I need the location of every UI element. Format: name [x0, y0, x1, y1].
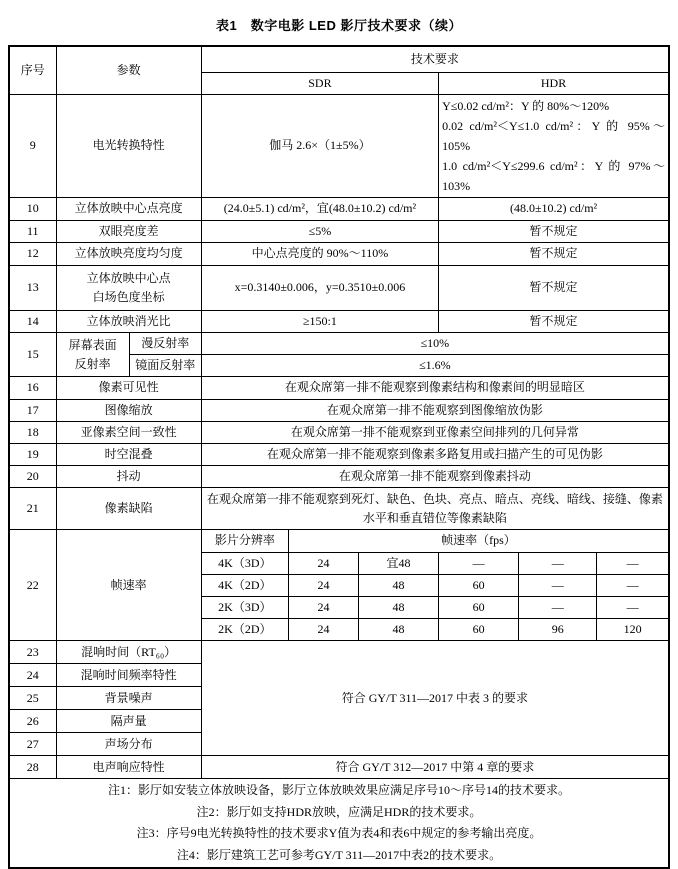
row-12 [9, 242, 669, 265]
row-22-header [9, 530, 669, 552]
cell-value: 符合 GY/T 312—2017 中第 4 章的要求 [201, 756, 669, 779]
cell-shared-value: 符合 GY/T 311—2017 中表 3 的要求 [201, 641, 669, 756]
fps-cell: 24 [288, 552, 358, 574]
cell-value: ≤10% [201, 333, 669, 355]
row-15a [9, 333, 669, 355]
note-line: 注4：影厅建筑工艺可参考GY/T 311—2017中表2的技术要求。 [176, 847, 502, 862]
cell-no: 23 [9, 641, 56, 664]
cell-hdr: 暂不规定 [439, 242, 669, 265]
cell-value: 在观众席第一排不能观察到像素抖动 [201, 466, 669, 488]
cell-value: 在观众席第一排不能观察到像素多路复用或扫描产生的可见伪影 [201, 444, 669, 466]
fps-cell: 48 [358, 574, 438, 596]
cell-no: 16 [9, 377, 56, 399]
cell-param: 立体放映中心点亮度 [56, 197, 201, 220]
fps-cell: — [597, 552, 669, 574]
cell-hdr: 暂不规定 [439, 310, 669, 332]
fps-cell: 24 [288, 596, 358, 618]
cell-param: 电声响应特性 [56, 756, 201, 779]
fps-cell: — [519, 596, 597, 618]
cell-param: 亚像素空间一致性 [56, 421, 201, 443]
fps-cell: 96 [519, 619, 597, 641]
header-param: 参数 [56, 46, 201, 94]
note-line: 注3：序号9电光转换特性的技术要求Y值为表4和表6中规定的参考输出亮度。 [136, 826, 542, 841]
cell-no: 13 [9, 265, 56, 310]
param-line: 立体放映中心点 [86, 270, 171, 285]
fps-cell: — [597, 574, 669, 596]
fps-cell: — [597, 596, 669, 618]
cell-no: 14 [9, 310, 56, 332]
resolution-cell: 2K（3D） [201, 596, 288, 618]
cell-no: 9 [9, 94, 56, 197]
fps-cell: — [519, 552, 597, 574]
cell-hdr: 暂不规定 [439, 265, 669, 310]
fps-cell: 48 [358, 619, 438, 641]
row-16 [9, 377, 669, 399]
param-line: 白场色度坐标 [92, 289, 165, 304]
cell-hdr: (48.0±10.2) cd/m² [439, 197, 669, 220]
fps-cell: — [519, 574, 597, 596]
note-line: 注2：影厅如支持HDR放映，应满足HDR的技术要求。 [196, 804, 482, 819]
cell-param: 背景噪声 [56, 687, 201, 710]
cell-no: 12 [9, 242, 56, 265]
row-19 [9, 444, 669, 466]
fps-cell: 60 [439, 574, 519, 596]
cell-param: 时空混叠 [56, 444, 201, 466]
param-line: 屏幕表面 [68, 337, 117, 352]
header-hdr: HDR [439, 72, 669, 94]
cell-no: 27 [9, 733, 56, 756]
cell-no: 15 [9, 333, 56, 377]
row-11 [9, 220, 669, 242]
cell-value: 在观众席第一排不能观察到像素结构和像素间的明显暗区 [201, 377, 669, 399]
notes-section [9, 779, 669, 869]
cell-param: 抖动 [56, 466, 201, 488]
cell-param: 隔声量 [56, 710, 201, 733]
row-13 [9, 265, 669, 310]
fps-cell: 宜48 [358, 552, 438, 574]
cell-no: 24 [9, 664, 56, 687]
row-28 [9, 756, 669, 779]
notes-row [9, 779, 669, 869]
header-req: 技术要求 [201, 46, 669, 72]
cell-sdr: ≤5% [201, 220, 438, 242]
requirements-table [8, 45, 670, 869]
cell-no: 26 [9, 710, 56, 733]
hdr-spec-line: 0.02 cd/m²＜Y≤1.0 cd/m²：Y 的 95%～105% [442, 118, 665, 153]
cell-no: 25 [9, 687, 56, 710]
param-line: 反射率 [74, 356, 111, 371]
resolution-cell: 4K（3D） [201, 552, 288, 574]
fps-cell: 48 [358, 596, 438, 618]
cell-param: 帧速率 [56, 530, 201, 641]
row-18 [9, 421, 669, 443]
cell-sdr: 中心点亮度的 90%～110% [201, 242, 438, 265]
cell-param: 像素可见性 [56, 377, 201, 399]
row-21 [9, 488, 669, 530]
fps-cell: 120 [597, 619, 669, 641]
header-row-1 [9, 46, 669, 72]
cell-no: 22 [9, 530, 56, 641]
cell-subparam: 漫反射率 [129, 333, 201, 355]
cell-hdr [439, 94, 669, 197]
cell-no: 19 [9, 444, 56, 466]
cell-param: 混响时间频率特性 [56, 664, 201, 687]
cell-sdr: (24.0±5.1) cd/m²，宜(48.0±10.2) cd/m² [201, 197, 438, 220]
cell-value: 在观众席第一排不能观察到图像缩放伪影 [201, 399, 669, 421]
row-20 [9, 466, 669, 488]
row-14 [9, 310, 669, 332]
cell-sdr: x=0.3140±0.006，y=0.3510±0.006 [201, 265, 438, 310]
cell-sdr: ≥150:1 [201, 310, 438, 332]
cell-param: 声场分布 [56, 733, 201, 756]
cell-no: 20 [9, 466, 56, 488]
fps-cell: 24 [288, 574, 358, 596]
cell-no: 28 [9, 756, 56, 779]
row-10 [9, 197, 669, 220]
cell-hdr: 暂不规定 [439, 220, 669, 242]
row-9 [9, 94, 669, 197]
cell-fps-header: 帧速率（fps） [288, 530, 669, 552]
cell-subparam: 镜面反射率 [129, 355, 201, 377]
cell-res-header: 影片分辨率 [201, 530, 288, 552]
cell-no: 21 [9, 488, 56, 530]
cell-param [56, 265, 201, 310]
resolution-cell: 4K（2D） [201, 574, 288, 596]
cell-no: 10 [9, 197, 56, 220]
cell-param: 图像缩放 [56, 399, 201, 421]
cell-param: 像素缺陷 [56, 488, 201, 530]
row-17 [9, 399, 669, 421]
header-no: 序号 [9, 46, 56, 94]
header-sdr: SDR [201, 72, 438, 94]
cell-sdr: 伽马 2.6×（1±5%） [201, 94, 438, 197]
fps-cell: 24 [288, 619, 358, 641]
cell-no: 11 [9, 220, 56, 242]
table-title: 表1 数字电影 LED 影厅技术要求（续） [216, 18, 462, 33]
cell-value: 在观众席第一排不能观察到死灯、缺色、色块、亮点、暗点、亮线、暗线、接缝、像素水平和垂直错位等像素缺陷 [201, 488, 669, 530]
hdr-spec-line: Y≤0.02 cd/m²：Y 的 80%～120% [442, 98, 610, 113]
cell-param: 立体放映消光比 [56, 310, 201, 332]
row-23 [9, 641, 669, 664]
cell-no: 18 [9, 421, 56, 443]
resolution-cell: 2K（2D） [201, 619, 288, 641]
hdr-spec-line: 1.0 cd/m²＜Y≤299.6 cd/m²：Y 的 97%～103% [442, 158, 665, 193]
cell-param: 电光转换特性 [56, 94, 201, 197]
fps-cell: — [439, 552, 519, 574]
fps-cell: 60 [439, 619, 519, 641]
cell-value: ≤1.6% [201, 355, 669, 377]
note-line: 注1：影厅如安装立体放映设备，影厅立体放映效果应满足序号10～序号14的技术要求。 [107, 783, 570, 798]
cell-no: 17 [9, 399, 56, 421]
cell-param-group [56, 333, 129, 377]
cell-param: 双眼亮度差 [56, 220, 201, 242]
cell-param: 混响时间（RT₆₀） [56, 641, 201, 664]
fps-cell: 60 [439, 596, 519, 618]
cell-value: 在观众席第一排不能观察到亚像素空间排列的几何异常 [201, 421, 669, 443]
cell-param: 立体放映亮度均匀度 [56, 242, 201, 265]
